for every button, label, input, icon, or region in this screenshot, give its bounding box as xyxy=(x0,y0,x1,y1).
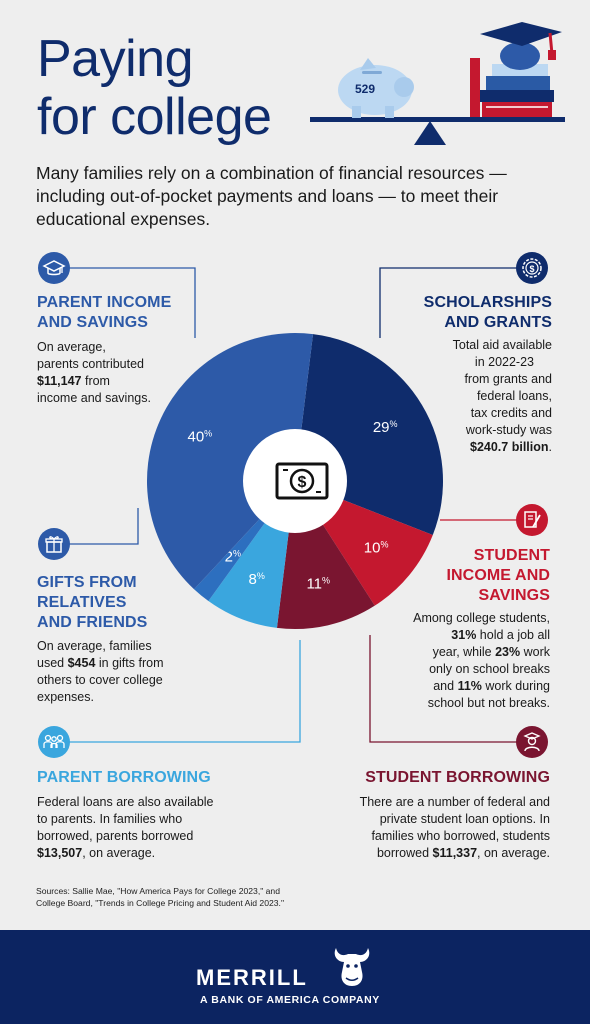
scholarships-line-3: from grants and xyxy=(464,372,552,386)
parent-borrowing-line-1: Federal loans are also available xyxy=(37,795,214,809)
gifts-amount: $454 xyxy=(67,656,96,670)
parent-income-line-2: parents contributed xyxy=(37,357,145,371)
student-borrowing-line-4-pre: borrowed xyxy=(376,846,433,860)
student-borrowing-amount: $11,337 xyxy=(432,846,478,860)
scholarships-line-5: tax credits and xyxy=(470,406,552,420)
student-income-pct-1: 31% xyxy=(451,628,477,642)
parent-borrowing-line-3: borrowed, parents borrowed xyxy=(37,829,194,843)
gifts-heading-line-3: AND FRIENDS xyxy=(37,614,148,631)
scholarships-line-1: Total aid available xyxy=(452,338,552,352)
brand-subtitle: A BANK OF AMERICA COMPANY xyxy=(200,994,380,1006)
parent-income-line-3 xyxy=(37,373,207,390)
scholarships-line-6: work-study was xyxy=(465,423,552,437)
parent-income-line-3-rest: from xyxy=(81,374,110,388)
gifts-heading-line-2: RELATIVES xyxy=(37,594,127,611)
scholarships-heading xyxy=(424,293,552,333)
parent-borrowing-heading: PARENT BORROWING xyxy=(37,769,211,786)
parent-borrowing-line-4 xyxy=(37,845,257,862)
gifts-body xyxy=(37,638,207,706)
slice-label-3: 8% xyxy=(248,570,265,588)
scholarships-heading-line-1: SCHOLARSHIPS xyxy=(423,294,552,311)
student-borrowing-line-1: There are a number of federal and xyxy=(359,795,550,809)
student-income-line-3-pre: year, while xyxy=(432,645,496,659)
sources-note xyxy=(36,885,336,909)
student-income-line-5-post: work during xyxy=(481,679,550,693)
student-icon xyxy=(516,726,548,758)
slice-label-2: 11% xyxy=(306,575,331,593)
family-icon xyxy=(38,726,70,758)
student-income-heading xyxy=(446,546,550,606)
student-income-pct-3: 11% xyxy=(457,679,482,693)
scholarships-line-7 xyxy=(402,439,552,456)
scholarships-line-4: federal loans, xyxy=(476,389,552,403)
gifts-line-1: On average, families xyxy=(37,639,152,653)
student-income-heading-line-1: STUDENT xyxy=(473,547,550,564)
gifts-line-2-post: in gifts from xyxy=(95,656,164,670)
bull-icon xyxy=(330,942,374,988)
document-pen-icon xyxy=(516,504,548,536)
title-line-2: for college xyxy=(37,88,272,146)
student-income-body xyxy=(360,610,550,712)
scholarships-amount: $240.7 billion xyxy=(470,440,549,454)
scholarships-line-7-post: . xyxy=(548,440,552,454)
title-line-1: Paying xyxy=(37,30,193,88)
student-income-line-5-pre: and xyxy=(433,679,458,693)
student-income-line-2 xyxy=(360,627,550,644)
student-income-heading-line-2: INCOME AND xyxy=(446,567,550,584)
svg-text:$: $ xyxy=(529,264,535,274)
student-income-line-3-post: work xyxy=(520,645,550,659)
gifts-heading xyxy=(37,573,147,633)
sources-line-1: Sources: Sallie Mae, "How America Pays for College 2023," and xyxy=(36,886,280,896)
intro-text: Many families rely on a combination of financial resources — including out-of-pocket payments and loans — to meet their educational expenses. xyxy=(36,163,507,229)
slice-label-5: 40% xyxy=(187,428,213,446)
parent-borrowing-line-2: to parents. In families who xyxy=(37,812,183,826)
dollar-badge-icon xyxy=(516,252,548,284)
parent-income-line-4: income and savings. xyxy=(37,391,151,405)
student-borrowing-body xyxy=(330,794,550,862)
slice-label-1: 10% xyxy=(363,539,389,557)
graduation-cap-icon xyxy=(38,252,70,284)
parent-income-heading xyxy=(37,293,171,333)
student-borrowing-line-4-post: , on average. xyxy=(477,846,550,860)
gifts-line-4: expenses. xyxy=(37,690,94,704)
scholarships-body xyxy=(402,337,552,456)
student-income-line-6: school but not breaks. xyxy=(427,696,550,710)
student-borrowing-line-4 xyxy=(330,845,550,862)
scholarships-heading-line-2: AND GRANTS xyxy=(444,314,552,331)
parent-income-line-1: On average, xyxy=(37,340,106,354)
parent-borrowing-line-4-post: , on average. xyxy=(82,846,156,860)
parent-income-amount: $11,147 xyxy=(37,374,82,388)
gifts-line-3: others to cover college xyxy=(37,673,163,687)
student-income-line-4: only on school breaks xyxy=(429,662,550,676)
sources-line-2: College Board, "Trends in College Pricing and Student Aid 2023." xyxy=(36,898,284,908)
piggy-label: 529 xyxy=(354,82,376,96)
parent-income-heading-line-2: AND SAVINGS xyxy=(37,314,149,331)
slice-label-0: 29% xyxy=(372,419,398,437)
student-income-heading-line-3: SAVINGS xyxy=(478,587,550,604)
slice-label-4: 2% xyxy=(224,548,241,566)
parent-borrowing-body xyxy=(37,794,257,862)
student-income-line-3 xyxy=(360,644,550,661)
student-income-line-2-rest: hold a job all xyxy=(476,628,550,642)
parent-income-body xyxy=(37,339,207,407)
gifts-heading-line-1: GIFTS FROM xyxy=(37,574,137,591)
svg-text:$: $ xyxy=(297,474,307,491)
student-borrowing-line-3: families who borrowed, students xyxy=(371,829,550,843)
student-income-line-5 xyxy=(360,678,550,695)
parent-income-heading-line-1: PARENT INCOME xyxy=(37,294,172,311)
student-borrowing-heading: STUDENT BORROWING xyxy=(365,769,550,786)
gifts-line-2-pre: used xyxy=(37,656,68,670)
gifts-line-2 xyxy=(37,655,207,672)
brand-name: MERRILL xyxy=(196,965,308,990)
student-income-pct-2: 23% xyxy=(495,645,521,659)
gift-icon xyxy=(38,528,70,560)
scholarships-line-2: in 2022-23 xyxy=(474,355,534,369)
student-income-line-1: Among college students, xyxy=(413,611,550,625)
student-borrowing-line-2: private student loan options. In xyxy=(379,812,550,826)
parent-borrowing-amount: $13,507 xyxy=(37,846,83,860)
dollar-bill-icon xyxy=(275,460,329,502)
